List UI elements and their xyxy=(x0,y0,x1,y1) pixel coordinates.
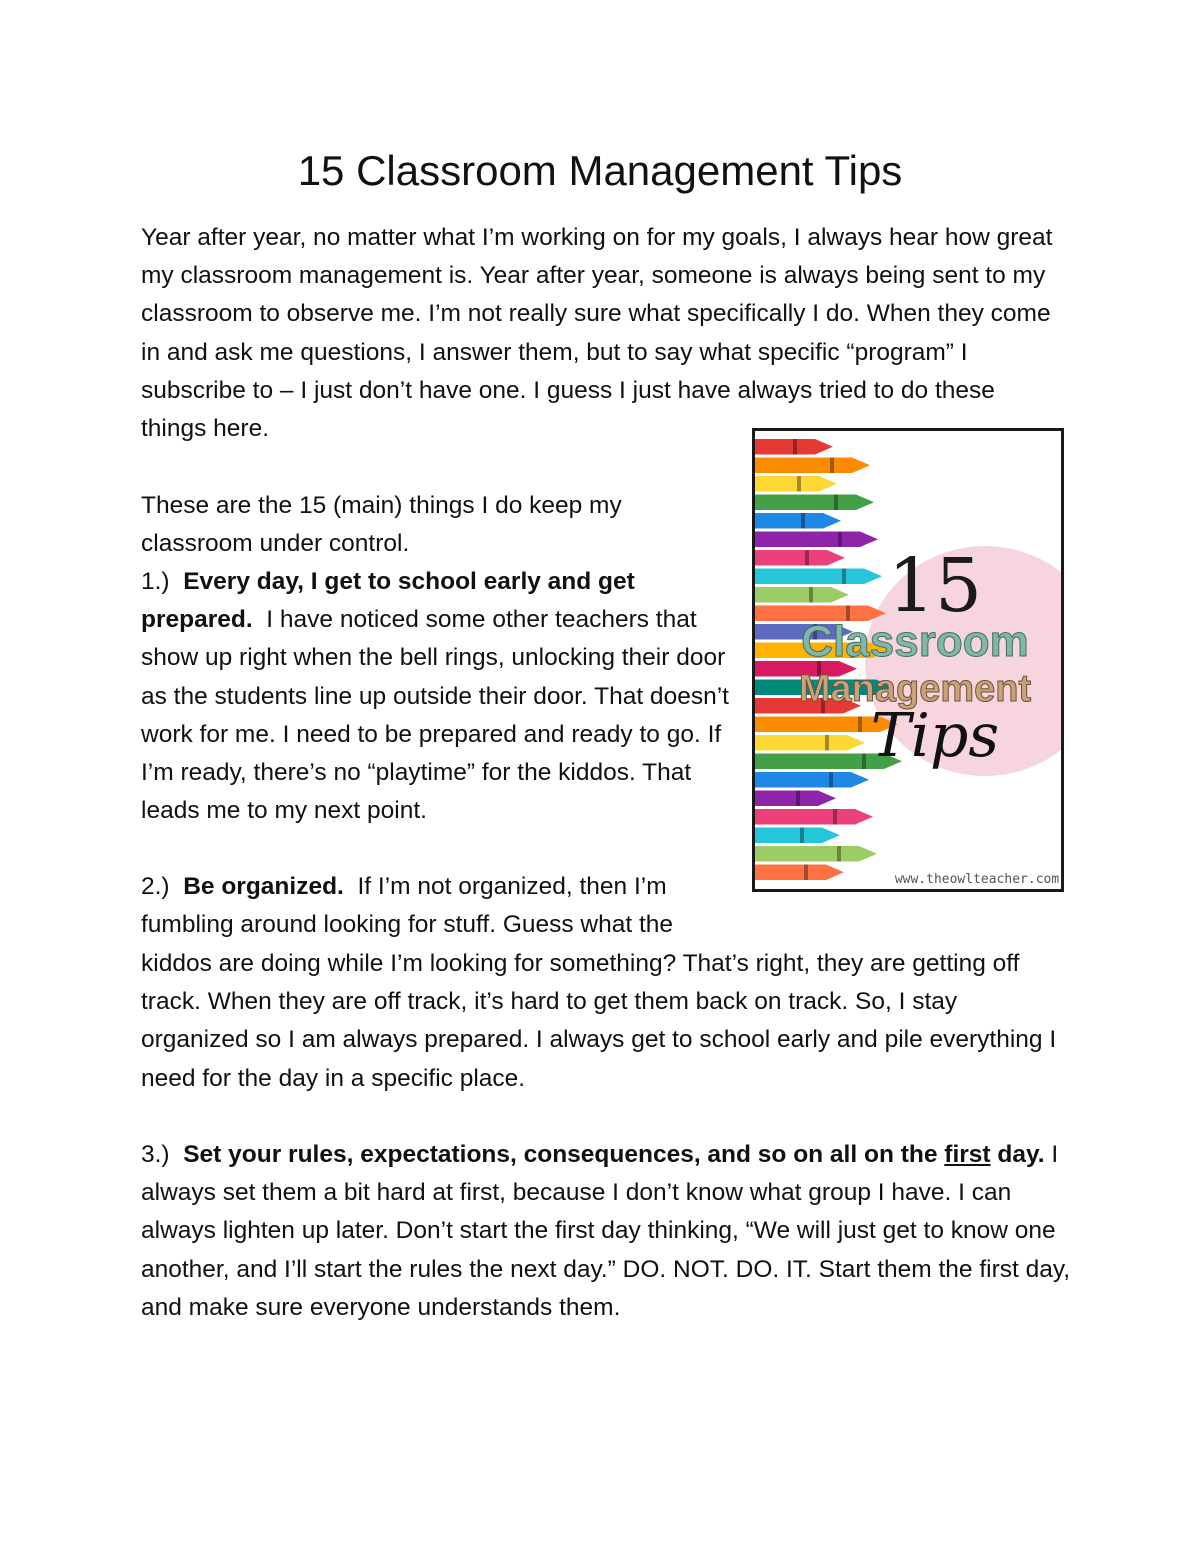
tip-2-body-narrow: If I’m not organized, then I’m fumbling around looking for stuff. Guess what the xyxy=(141,873,674,939)
crayon-tip xyxy=(860,532,878,548)
crayon-body xyxy=(755,772,851,788)
lead-in-line-2: classroom under control. xyxy=(141,530,410,557)
tip-1-body: I have noticed some other teachers that show up right when the bell rings, unlocking their door as the students line up outside their door. That doesn’t work for me. I need to be prepared and ready to go. If I’m ready, there’s no “playtime” for the kiddos. That leads me to my next point. xyxy=(141,606,729,825)
crayon-tip xyxy=(859,846,877,862)
lead-in-line-1: These are the 15 (main) things I do keep my xyxy=(141,492,622,519)
crayon-tip xyxy=(822,828,840,844)
crayon-tip xyxy=(851,772,869,788)
crayon-body xyxy=(755,495,856,511)
crayon-band xyxy=(830,458,834,474)
crayon-band xyxy=(800,828,804,844)
crayon-band xyxy=(858,717,862,733)
crayon-poster-graphic xyxy=(755,431,1061,889)
tip-3-heading-before: Set your rules, expectations, consequences, and so on all on the xyxy=(183,1141,938,1168)
crayon-band xyxy=(804,865,808,881)
crayon-body xyxy=(755,587,831,603)
crayon-tip xyxy=(826,865,844,881)
crayon-poster-image xyxy=(752,428,1064,892)
crayon-body xyxy=(755,809,855,825)
tip-3 xyxy=(141,1136,1071,1327)
tip-2-start xyxy=(141,868,737,944)
crayon-tip xyxy=(818,791,836,807)
crayon-body xyxy=(755,569,864,585)
crayon-band xyxy=(809,587,813,603)
crayon-tip xyxy=(831,587,849,603)
tip-1-number: 1.) xyxy=(141,568,170,595)
crayon-tip xyxy=(819,476,837,492)
crayon-tip xyxy=(827,550,845,566)
crayon-tip xyxy=(852,458,870,474)
crayon-tip xyxy=(864,569,882,585)
crayon-body xyxy=(755,550,827,566)
crayon-body xyxy=(755,865,826,881)
crayon-band xyxy=(833,809,837,825)
crayon-band xyxy=(838,532,842,548)
tip-1 xyxy=(141,563,737,830)
page-title: 15 Classroom Management Tips xyxy=(297,147,903,194)
crayon-body xyxy=(755,513,823,529)
crayon-band xyxy=(805,550,809,566)
poster-url: www.theowlteacher.com xyxy=(894,872,1060,887)
intro-paragraph: Year after year, no matter what I’m working on for my goals, I always hear how great my classroom management is. Year after year, someone is always being sent to my classroom to observe me. I’m not really sure what specifically I do. When they come in and ask me questions, I answer them, but to say what specific “program” I subscribe to – I just don’t have one. I guess I just have always tried to do these things here. xyxy=(141,224,1053,443)
crayon-body xyxy=(755,828,822,844)
poster-word-tips: Tips xyxy=(870,701,1000,771)
tip-2-number: 2.) xyxy=(141,873,170,900)
crayon-tip xyxy=(847,735,865,751)
crayon-body xyxy=(755,735,847,751)
crayon-body xyxy=(755,458,852,474)
crayon-tip xyxy=(815,439,833,455)
crayon-band xyxy=(793,439,797,455)
tip-3-heading xyxy=(183,1141,1044,1168)
crayon-band xyxy=(825,735,829,751)
crayon-body xyxy=(755,439,815,455)
crayon-band xyxy=(796,791,800,807)
crayon-body xyxy=(755,846,859,862)
tip-3-heading-after: day. xyxy=(997,1141,1045,1168)
crayon-tip xyxy=(856,495,874,511)
poster-word-classroom: Classroom xyxy=(801,617,1029,666)
crayon-band xyxy=(797,476,801,492)
crayon-band xyxy=(834,495,838,511)
crayon-tip xyxy=(855,809,873,825)
crayon-body xyxy=(755,532,860,548)
tip-3-body: I always set them a bit hard at first, because I don’t know what group I have. I can always lighten up later. Don’t start the first day thinking, “We will just get to know one another, and I’ll start the rules the next day.” DO. NOT. DO. IT. Start them the first day, and make sure everyone understands them. xyxy=(141,1141,1071,1321)
poster-word-management: Management xyxy=(798,668,1032,710)
tip-3-number: 3.) xyxy=(141,1141,170,1168)
crayon-band xyxy=(862,754,866,770)
tip-1-heading: Every day, I get to school early and get prepared. xyxy=(141,568,635,634)
crayon-tip xyxy=(823,513,841,529)
crayon-band xyxy=(801,513,805,529)
crayon-body xyxy=(755,476,819,492)
crayon-body xyxy=(755,791,818,807)
tip-3-heading-underlined: first xyxy=(944,1141,991,1168)
crayon-band xyxy=(842,569,846,585)
crayon-band xyxy=(837,846,841,862)
tip-2-body-wide: kiddos are doing while I’m looking for something? That’s right, they are getting off track. When they are off track, it’s hard to get them back on track. So, I stay organized so I am always prepared. I always get to school early and pile everything I need for the day in a specific place. xyxy=(141,950,1057,1092)
crayon-band xyxy=(829,772,833,788)
tip-2-heading: Be organized. xyxy=(183,873,344,900)
poster-number: 15 xyxy=(887,543,983,629)
